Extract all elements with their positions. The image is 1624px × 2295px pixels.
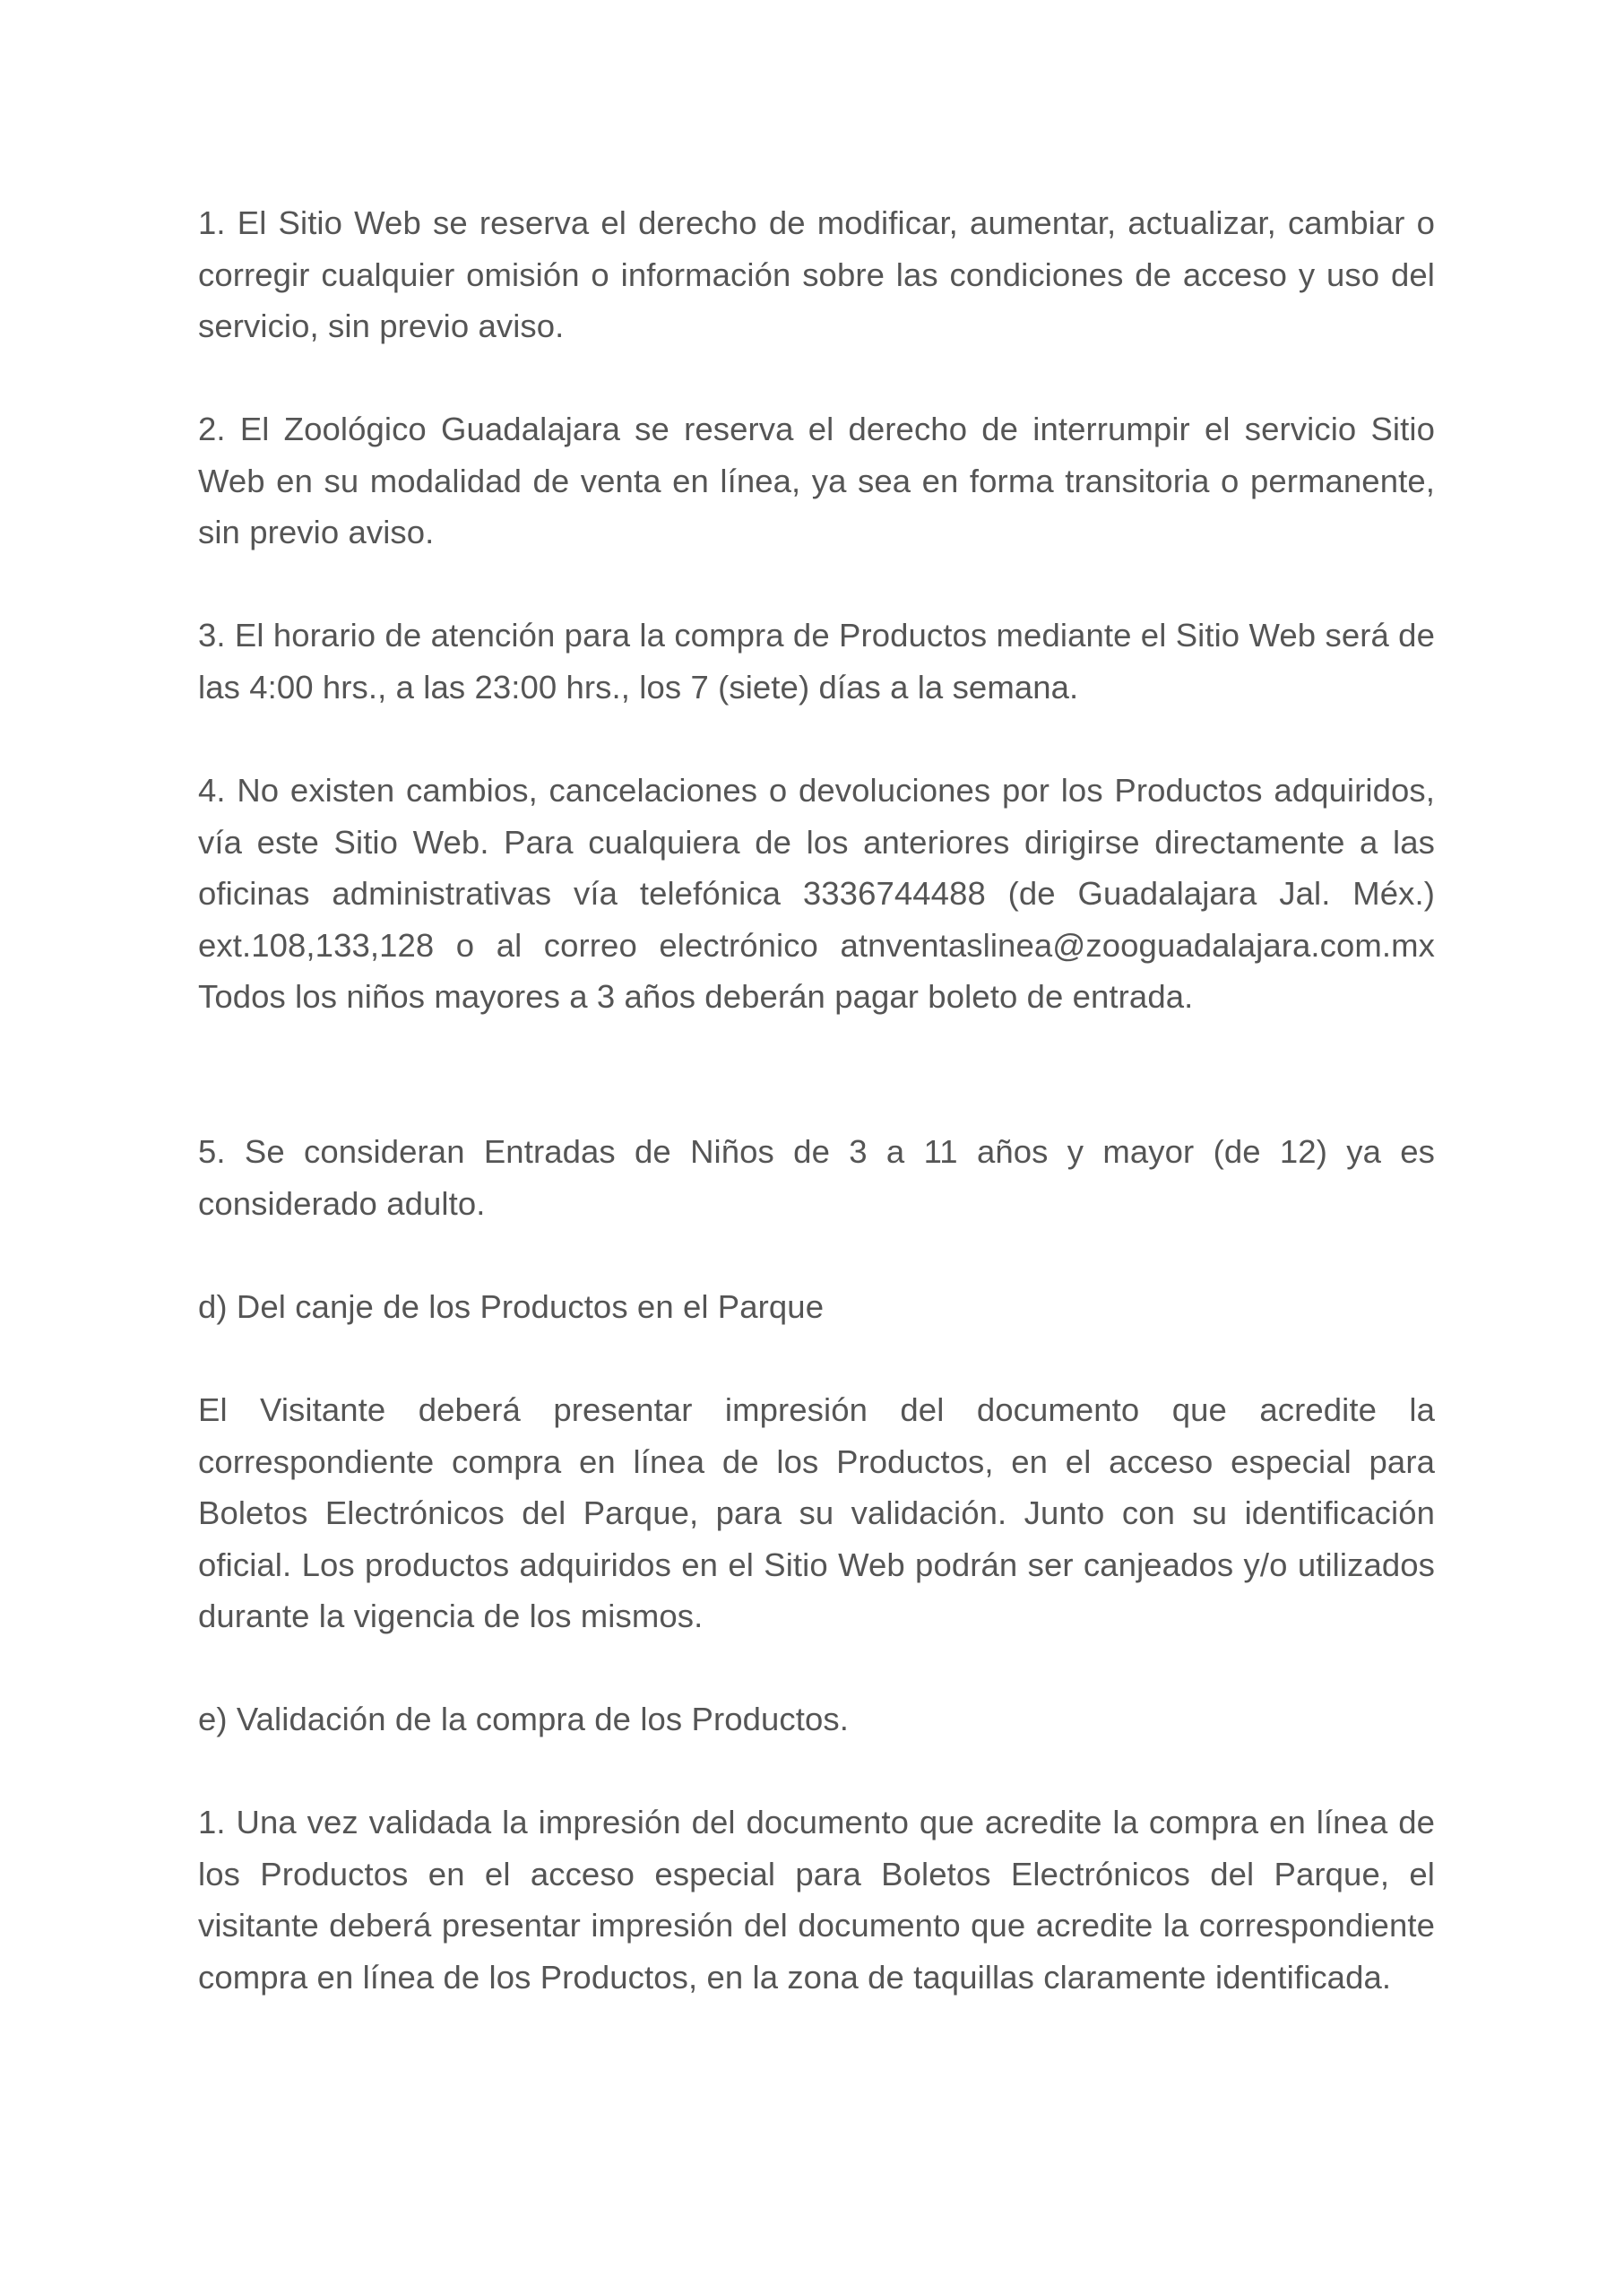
section-heading-e: e) Validación de la compra de los Productos. [198,1701,850,1737]
paragraph-2-service-interruption: 2. El Zoológico Guadalajara se reserva el derecho de interrumpir el servicio Sitio Web en su modalidad de venta en línea, ya sea en forma transitoria o permanente, sin previo aviso. [198,411,1435,550]
paragraph-4-no-refunds: 4. No existen cambios, cancelaciones o devoluciones por los Productos adquiridos, vía este Sitio Web. Para cualquiera de los anteriores dirigirse directamente a las oficinas administrativas vía telefónica 3336744488 (de Guadalajara Jal. Méx.) ext.108,133,128 o al correo electrónico atnventaslinea@zooguadalajara.com.mx Todos los niños mayores a 3 años deberán pagar boleto de entrada. [198,772,1435,1015]
paragraph-redemption: El Visitante deberá presentar impresión del documento que acredite la correspondiente compra en línea de los Productos, en el acceso especial para Boletos Electrónicos del Parque, para su validación. Junto con su identificación oficial. Los productos adquiridos en el Sitio Web podrán ser canjeados y/o utilizados durante la vigencia de los mismos. [198,1391,1435,1634]
section-heading-d: d) Del canje de los Productos en el Parque [198,1288,825,1325]
paragraph-5-child-tickets: 5. Se consideran Entradas de Niños de 3 a 11 años y mayor (de 12) ya es considerado adulto. [198,1133,1435,1222]
paragraph-validation: 1. Una vez validada la impresión del documento que acredite la compra en línea de los Productos en el acceso especial para Boletos Electrónicos del Parque, el visitante deberá presentar impresión del documento que acredite la correspondiente compra en línea de los Productos, en la zona de taquillas claramente identificada. [198,1804,1435,1996]
paragraph-3-schedule: 3. El horario de atención para la compra de Productos mediante el Sitio Web será de las 4:00 hrs., a las 23:00 hrs., los 7 (siete) días a la semana. [198,617,1435,706]
paragraph-1-site-changes: 1. El Sitio Web se reserva el derecho de modificar, aumentar, actualizar, cambiar o corregir cualquier omisión o información sobre las condiciones de acceso y uso del servicio, sin previo aviso. [198,204,1435,344]
